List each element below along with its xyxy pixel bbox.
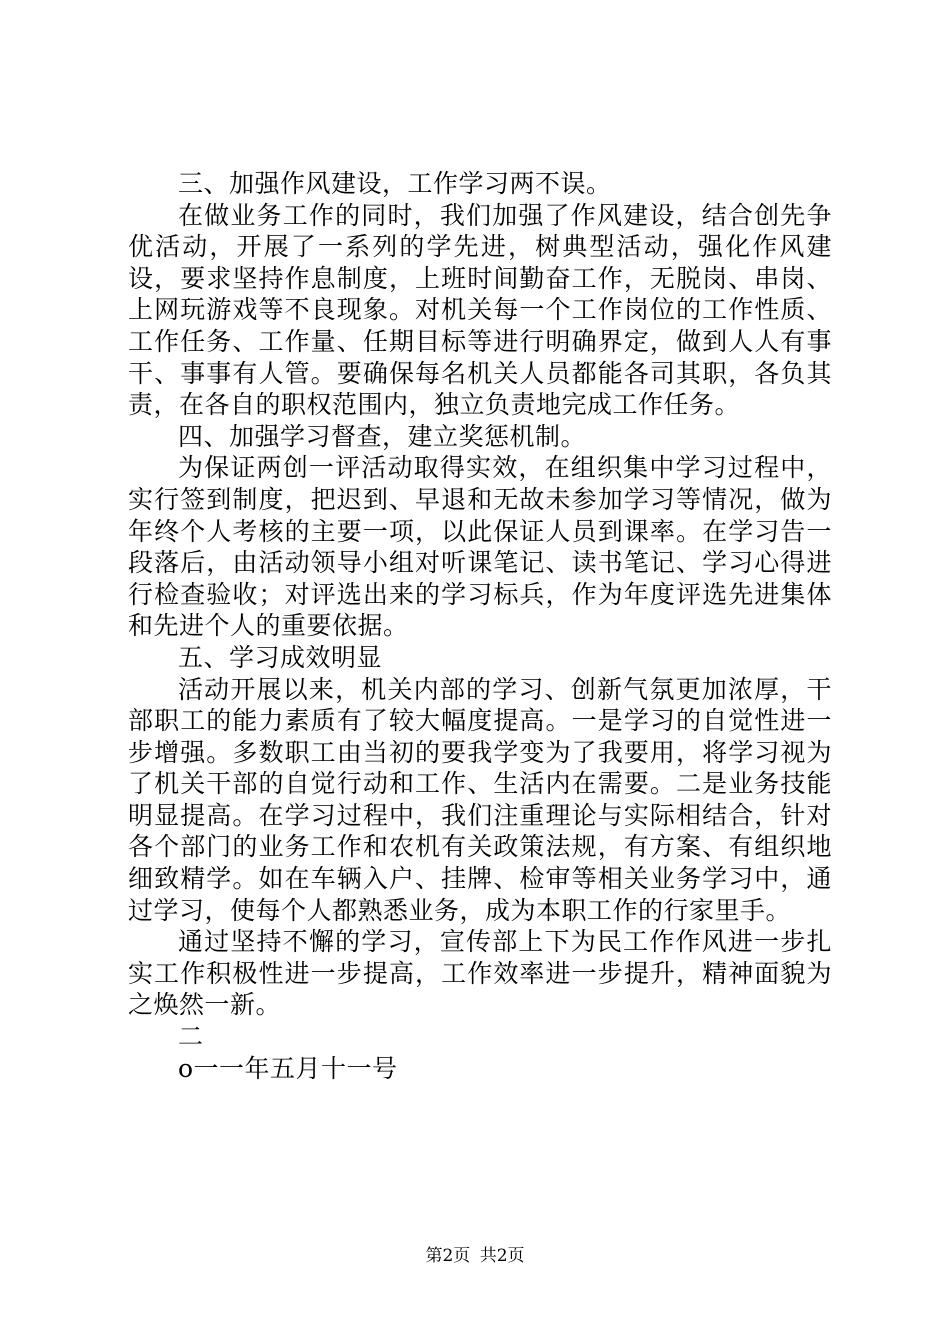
section-heading-3: 三、加强作风建设，工作学习两不误。 bbox=[178, 169, 612, 198]
body-paragraph: 活动开展以来，机关内部的学习、创新气氛更加浓厚，干部职工的能力素质有了较大幅度提高。一是学习的自觉性进一步增强。多数职工由当初的要我学变为了我要用，将学习视为了机关干部的自觉行动和工作、生活内在需要。二是业务技能明显提高。在学习过程中，我们注重理论与实际相结合，针对各个部门的业务工作和农机有关政策法规，有方案、有组织地细致精学。如在车辆入户、挂牌、检审等相关业务学习中，通过学习，使每个人都熟悉业务，成为本职工作的行家里手。 bbox=[128, 674, 832, 925]
page-footer bbox=[0, 1244, 950, 1268]
section-heading-5: 五、学习成效明显 bbox=[178, 642, 383, 672]
closing-paragraph: 通过坚持不懈的学习，宣传部上下为民工作作风进一步扎实工作积极性进一步提高，工作效率进一步提升，精神面貌为之焕然一新。 bbox=[128, 927, 832, 1020]
page-total: 共2页 bbox=[479, 1246, 525, 1266]
body-paragraph: 为保证两创一评活动取得实效，在组织集中学习过程中，实行签到制度，把迟到、早退和无故未参加学习等情况，做为年终个人考核的主要一项，以此保证人员到课率。在学习告一段落后，由活动领导小组对听课笔记、读书笔记、学习心得进行检查验收；对评选出来的学习标兵，作为年度评选先进集体和先进个人的重要依据。 bbox=[128, 453, 832, 641]
date-line-part-2: o一一年五月十一号 bbox=[178, 1053, 398, 1083]
section-heading-4: 四、加强学习督查，建立奖惩机制。 bbox=[178, 421, 587, 451]
body-paragraph: 在做业务工作的同时，我们加强了作风建设，结合创先争优活动，开展了一系列的学先进，树典型活动，强化作风建设，要求坚持作息制度，上班时间勤奋工作，无脱岗、串岗、上网玩游戏等不良现象。对机关每一个工作岗位的工作性质、工作任务、工作量、任期目标等进行明确界定，做到人人有事干、事事有人管。要确保每名机关人员都能各司其职，各负其责，在各自的职权范围内，独立负责地完成工作任务。 bbox=[128, 200, 832, 420]
date-line-part-1: 二 bbox=[178, 1022, 204, 1052]
page-number: 第2页 bbox=[425, 1246, 471, 1266]
document-body bbox=[128, 168, 832, 1084]
